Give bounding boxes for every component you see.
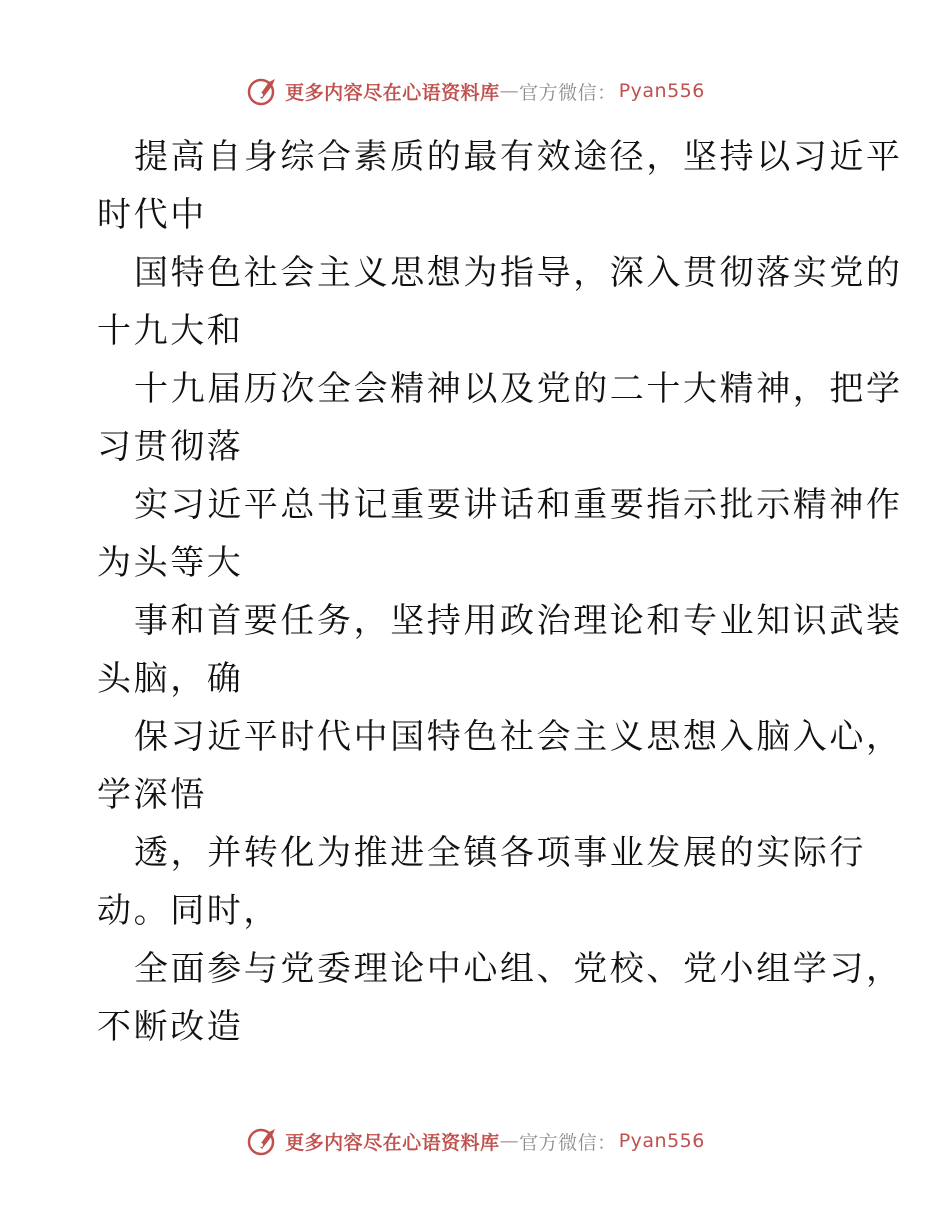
body-line: 事和首要任务，坚持用政治理论和专业知识武装 xyxy=(134,601,903,641)
watermark-dash: — xyxy=(499,80,520,102)
watermark-sub-text: 官方微信： xyxy=(519,81,617,104)
body-line: 学深悟 xyxy=(97,775,207,815)
pen-nib-circle-icon xyxy=(245,1123,281,1159)
body-line: 为头等大 xyxy=(97,543,244,583)
footer-watermark xyxy=(0,1121,950,1161)
watermark-dash: — xyxy=(499,1130,520,1152)
body-line: 国特色社会主义思想为指导，深入贯彻落实党的 xyxy=(134,253,903,293)
body-line: 头脑，确 xyxy=(97,659,244,699)
watermark-main-text: 更多内容尽在心语资料库 xyxy=(285,1131,500,1154)
body-line: 时代中 xyxy=(97,195,207,235)
watermark-wechat-id: Pyan556 xyxy=(618,80,705,102)
body-line: 十九届历次全会精神以及党的二十大精神，把学 xyxy=(134,369,903,409)
body-line: 透，并转化为推进全镇各项事业发展的实际行 xyxy=(134,833,866,873)
body-line: 实习近平总书记重要讲话和重要指示批示精神作 xyxy=(134,485,903,525)
body-line: 保习近平时代中国特色社会主义思想入脑入心， xyxy=(134,717,903,757)
header-watermark xyxy=(0,71,950,111)
document-body xyxy=(97,128,903,1056)
pen-nib-circle-icon xyxy=(245,73,281,109)
body-line: 全面参与党委理论中心组、党校、党小组学习， xyxy=(134,949,903,989)
watermark-wechat-id: Pyan556 xyxy=(618,1130,705,1152)
body-line: 不断改造 xyxy=(97,1007,244,1047)
body-line: 十九大和 xyxy=(97,311,244,351)
watermark-main-text: 更多内容尽在心语资料库 xyxy=(285,81,500,104)
body-line: 习贯彻落 xyxy=(97,427,244,467)
body-line: 动。同时， xyxy=(97,891,280,931)
body-line: 提高自身综合素质的最有效途径，坚持以习近平 xyxy=(134,137,903,177)
watermark-sub-text: 官方微信： xyxy=(519,1131,617,1154)
